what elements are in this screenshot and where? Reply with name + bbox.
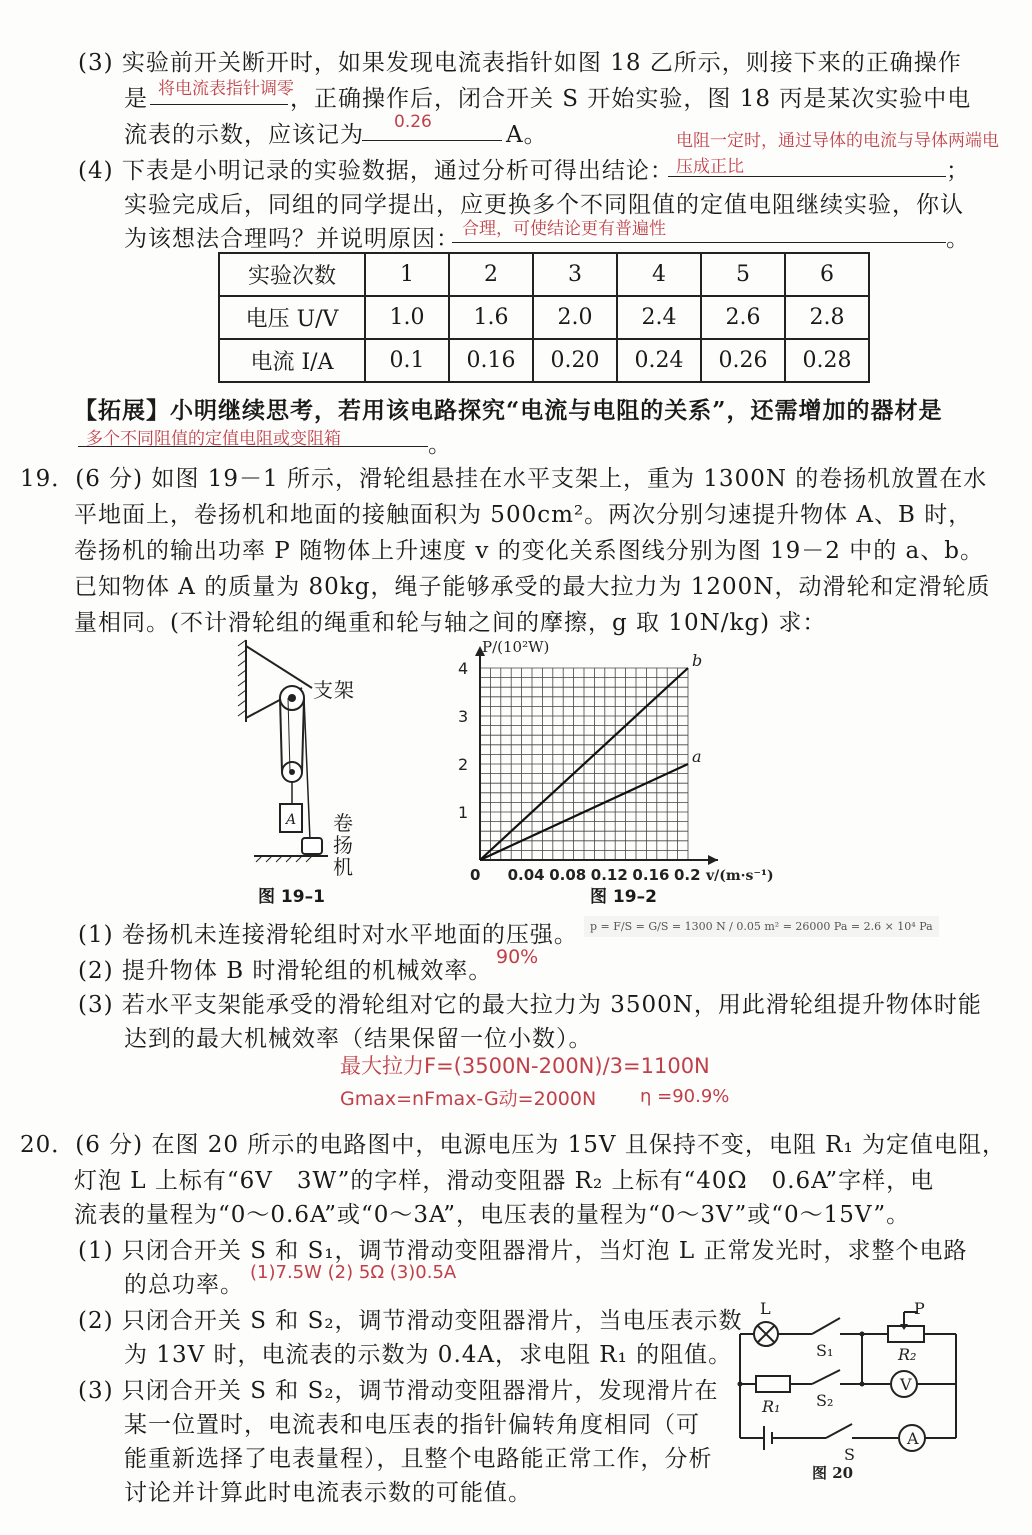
y-tick-label: 4 (458, 659, 469, 678)
label-r2: R₂ (898, 1345, 917, 1364)
answer-zero: 将电流表指针调零 (158, 79, 294, 99)
blank-reason (452, 242, 946, 243)
table-cell: 1.0 (365, 296, 449, 339)
x-tick-label: 0.16 (632, 866, 670, 884)
q20-sub1-line2: 的总功率。 (124, 1272, 244, 1298)
table-cell: 0.28 (785, 339, 869, 382)
table-cell: 0.20 (533, 339, 617, 382)
table-cell: 2 (449, 253, 533, 296)
q20-line2: 灯泡 L 上标有“6V 3W”的字样，滑动变阻器 R₂ 上标有“40Ω 0.6A”字样，电 (74, 1168, 935, 1194)
table-cell: 0.26 (701, 339, 785, 382)
x-tick-label: 0.08 (549, 866, 587, 884)
label-l: L (760, 1299, 771, 1318)
table-cell: 0.24 (617, 339, 701, 382)
q18-4-line1-end: ； (946, 158, 970, 184)
y-tick-label: 3 (458, 707, 469, 726)
q18-4-line2: 实验完成后，同组的同学提出，应更换多个不同阻值的定值电阻继续实验，你认 (124, 192, 964, 218)
extension-line1: 【拓展】小明继续思考，若用该电路探究“电流与电阻的关系”，还需增加的器材是 (74, 397, 943, 424)
label-p: P (914, 1299, 925, 1318)
q20-line3: 流表的量程为“0～0.6A”或“0～3A”，电压表的量程为“0～3V”或“0～15V”。 (74, 1202, 911, 1228)
answer-max-force: 最大拉力F=(3500N-200N)/3=1100N (340, 1054, 710, 1078)
answer-reading: 0.26 (394, 112, 432, 132)
q19-sub1: (1) 卷扬机未连接滑轮组时对水平地面的压强。 (78, 922, 578, 948)
answer-reason: 合理，可使结论更有普遍性 (462, 219, 666, 239)
fig20-caption: 图 20 (812, 1464, 854, 1482)
q19-line5: 量相同。(不计滑轮组的绳重和轮与轴之间的摩擦，g 取 10N/kg) 求： (74, 610, 827, 636)
extension-line2-end: 。 (428, 432, 452, 458)
q20-sub2-line2: 为 13V 时，电流表的示数为 0.4A，求电阻 R₁ 的阻值。 (124, 1342, 733, 1368)
q18-3-line2-end: ，正确操作后，闭合开关 S 开始实验，图 18 丙是某次实验中电 (290, 86, 972, 112)
q19-line4: 已知物体 A 的质量为 80kg，绳子能够承受的最大拉力为 1200N，动滑轮和定滑轮质 (74, 574, 991, 600)
fig19-1-caption: 图 19–1 (258, 887, 325, 907)
winch (302, 838, 322, 854)
q18-3-line1: (3) 实验前开关断开时，如果发现电流表指针如图 18 乙所示，则接下来的正确操作 (78, 50, 962, 76)
table-row (219, 339, 869, 382)
table-cell: 2.6 (701, 296, 785, 339)
table-cell: 电压 U/V (219, 296, 365, 339)
answer-efficiency: 90% (496, 946, 539, 968)
circuit-diagram (728, 1298, 968, 1484)
answer-conclusion-b: 压成正比 (676, 157, 744, 177)
table-cell: 3 (533, 253, 617, 296)
answer-pressure-formula: p = F/S = G/S = 1300 N / 0.05 m² = 26000 Pa = 2.6 × 10⁴ Pa (584, 916, 939, 937)
q19-sub2: (2) 提升物体 B 时滑轮组的机械效率。 (78, 958, 493, 984)
q18-4-line1: (4) 下表是小明记录的实验数据，通过分析可得出结论： (78, 158, 674, 184)
x-tick-label: 0 (470, 866, 481, 884)
answer-max-efficiency: η =90.9% (640, 1086, 730, 1107)
x-axis-label: v/(m·s⁻¹) (706, 868, 774, 884)
q19-sub3-line1: (3) 若水平支架能承受的滑轮组对它的最大拉力为 3500N，用此滑轮组提升物体时能 (78, 992, 982, 1018)
power-speed-chart (440, 632, 800, 884)
answer-conclusion-a: 电阻一定时，通过导体的电流与导体两端电 (676, 131, 999, 151)
q19-line1: 19．(6 分) 如图 19－1 所示，滑轮组悬挂在水平支架上，重为 1300N 的卷扬机放置在水 (20, 466, 988, 492)
switch-s (826, 1424, 852, 1438)
data-table (218, 252, 870, 383)
object-a-label: A (286, 812, 297, 828)
q18-4-line3-end: 。 (946, 226, 970, 252)
label-a: A (907, 1429, 919, 1448)
y-tick-label: 2 (458, 755, 469, 774)
table-cell: 0.16 (449, 339, 533, 382)
label-v: V (900, 1375, 912, 1394)
table-cell: 2.0 (533, 296, 617, 339)
table-cell: 1 (365, 253, 449, 296)
q20-sub1-line1: (1) 只闭合开关 S 和 S₁，调节滑动变阻器滑片，当灯泡 L 正常发光时，求整个电路 (78, 1238, 968, 1264)
answer-q20: (1)7.5W (2) 5Ω (3)0.5A (250, 1262, 457, 1283)
table-cell: 0.1 (365, 339, 449, 382)
answer-max-weight: Gmax=nFmax-G动=2000N (340, 1088, 597, 1110)
fig19-2-caption: 图 19–2 (590, 887, 657, 907)
table-cell: 1.6 (449, 296, 533, 339)
q18-3-line3-end: A。 (506, 122, 548, 148)
switch-s2 (812, 1370, 840, 1384)
table-cell: 2.8 (785, 296, 869, 339)
x-tick-label: 0.2 (674, 866, 701, 884)
switch-s1 (812, 1318, 840, 1334)
series-label-b: b (692, 651, 703, 670)
series-label-a: a (692, 747, 702, 766)
q20-sub3-line2: 某一位置时，电流表和电压表的指针偏转角度相同（可 (124, 1412, 700, 1438)
q18-3-line2-start: 是 (124, 86, 148, 112)
label-s1: S₁ (816, 1341, 834, 1360)
y-tick-label: 1 (458, 803, 469, 822)
q20-line1: 20．(6 分) 在图 20 所示的电路图中，电源电压为 15V 且保持不变，电阻 R₁ 为定值电阻， (20, 1132, 1007, 1158)
table-row (219, 253, 869, 296)
table-cell: 5 (701, 253, 785, 296)
q18-4-line3: 为该想法合理吗？并说明原因： (124, 226, 460, 252)
y-axis-label: P/(10²W) (482, 638, 550, 656)
q19-line3: 卷扬机的输出功率 P 随物体上升速度 v 的变化关系图线分别为图 19－2 中的 a、b。 (74, 538, 984, 564)
table-row (219, 296, 869, 339)
label-s2: S₂ (816, 1391, 834, 1410)
q18-3-line3-start: 流表的示数，应该记为 (124, 122, 364, 148)
x-axis-arrow (708, 855, 718, 865)
q20-sub3-line3: 能重新选择了电表量程），且整个电路能正常工作，分析 (124, 1446, 713, 1472)
table-cell: 4 (617, 253, 701, 296)
bracket-label: 支架 (313, 678, 355, 702)
table-cell: 电流 I/A (219, 339, 365, 382)
blank-reading (362, 140, 502, 141)
x-tick-label: 0.12 (590, 866, 628, 884)
x-tick-label: 0.04 (507, 866, 545, 884)
table-cell: 2.4 (617, 296, 701, 339)
q20-sub2-line1: (2) 只闭合开关 S 和 S₂，调节滑动变阻器滑片，当电压表示数 (78, 1308, 743, 1334)
q20-sub3-line1: (3) 只闭合开关 S 和 S₂，调节滑动变阻器滑片，发现滑片在 (78, 1378, 719, 1404)
q19-line2: 平地面上，卷扬机和地面的接触面积为 500cm²。两次分别匀速提升物体 A、B 时， (74, 502, 973, 528)
winch-label: 卷扬机 (333, 811, 354, 879)
resistor-r1 (756, 1376, 790, 1392)
blank-zero (150, 104, 288, 105)
table-cell: 6 (785, 253, 869, 296)
label-r1: R₁ (762, 1397, 781, 1416)
answer-extra: 多个不同阻值的定值电阻或变阻箱 (86, 429, 341, 449)
q20-sub3-line4: 讨论并计算此时电流表示数的可能值。 (124, 1480, 532, 1506)
table-cell: 实验次数 (219, 253, 365, 296)
q19-sub3-line2: 达到的最大机械效率（结果保留一位小数）。 (124, 1026, 593, 1052)
label-s: S (844, 1445, 855, 1464)
